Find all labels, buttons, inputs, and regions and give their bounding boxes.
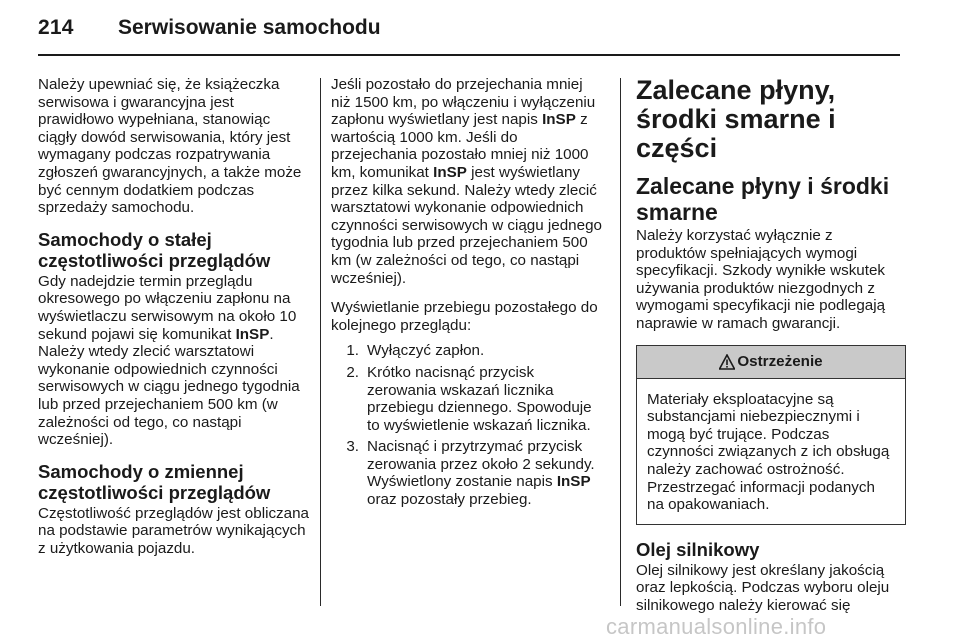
display-instructions-intro: Wyświetlanie przebiegu pozostałego do kolejnego przeglądu: [331,299,598,334]
warning-text: Materiały eksploatacyjne są substancjami niebezpiecznymi i mogą być trujące. Podczas czynności związanych z ich obsługą należy zachować ostrożność. Przestrzegać informacji podanych na opakowaniach. [647,390,890,514]
remaining-distance-paragraph [331,76,606,287]
page-header [38,16,381,46]
column-middle [331,76,606,513]
step-number: 1. [346,342,359,360]
remaining-text-c: jest wyświetlany przez kilka sekund. Należy wtedy zlecić warsztatowi wykonanie odpowiednich czynności serwisowych w ciągu jednego tygodnia lub przed przejechaniem 500 km (w zależności od tego, co nastąpi wcześniej). [331,163,602,287]
intro-paragraph: Należy upewniać się, że książeczka serwisowa i gwarancyjna jest prawidłowo wypełniana, stanowiąc ciągły dowód serwisowania, który jest wymagany podczas rozpatrywania zgłoszeń gwarancyjnych, a także może być cennym dodatkiem podczas sprzedaży samochodu. [38,76,302,217]
header-rule [38,54,900,56]
warning-header [637,346,905,379]
step-text: Wyłączyć zapłon. [367,342,485,360]
page-title: Serwisowanie samochodu [118,16,381,39]
remaining-text-b: z wartością 1000 km. Jeśli do przejechania pozostało mniej niż 1000 km, komunikat [331,111,589,181]
fixed-interval-text-2: . Należy wtedy zlecić warsztatowi wykonanie odpowiednich czynności serwisowych w ciągu jednego tygodnia lub przed przejechaniem 500 km (w zależności od tego, co nastąpi wcześniej). [38,325,300,449]
remaining-text-a: Jeśli pozostało do przejechania mniej niż 1500 km, po włączeniu i wyłączeniu zapłonu wyświetlany jest napis [331,76,596,129]
insp-code: InSP [235,325,270,343]
column-divider-1 [320,78,321,606]
step-text [367,438,606,508]
fluids-paragraph: Należy korzystać wyłącznie z produktów spełniających wymogi specyfikacji. Szkody wynikłe wskutek używania produktów niezgodnych z wymogami specyfikacji nie podlegają naprawie w ramach gwarancji. [636,227,886,332]
insp-code: InSP [433,163,467,181]
fixed-interval-text: Gdy nadejdzie termin przeglądu okresowego po włączeniu zapłonu na wyświetlaczu serwisowym na około 10 sekund pojawi się komunikat [38,272,297,343]
warning-box [636,345,906,525]
column-right [636,76,906,627]
engine-oil-paragraph: Olej silnikowy jest określany jakością oraz lepkością. Podczas wyboru oleju silnikowego należy kierować się [636,561,890,614]
steps-list [331,342,606,508]
step-number: 3. [346,438,359,456]
step-text: Krótko nacisnąć przycisk zerowania wskazań licznika przebiegu dziennego. Spowoduje to wyświetlenie wskazań licznika. [367,363,592,434]
column-left [38,76,310,569]
fixed-interval-heading: Samochody o stałej częstotliwości przeglądów [38,228,271,271]
column-divider-2 [620,78,621,606]
list-item [331,438,606,508]
warning-title: Ostrzeżenie [737,352,823,370]
list-item [331,364,606,434]
engine-oil-heading: Olej silnikowy [636,538,760,560]
list-item [331,342,606,360]
variable-interval-paragraph: Częstotliwość przeglądów jest obliczana na podstawie parametrów wynikających z użytkowania pojazdu. [38,504,309,557]
step-number: 2. [346,363,359,381]
subsection-heading: Zalecane płyny i środki smarne [636,173,890,225]
variable-interval-heading: Samochody o zmiennej częstotliwości przeglądów [38,460,271,503]
step-text-a: Nacisnąć i przytrzymać przycisk zerowania przez około 2 sekundy. Wyświetlony zostanie napis [367,438,595,491]
page-number: 214 [38,16,74,39]
step-text-b: oraz pozostały przebieg. [367,491,532,509]
fixed-interval-paragraph [38,273,310,449]
section-heading: Zalecane płyny, środki smarne i części [636,75,836,163]
insp-code: InSP [556,473,591,491]
warning-triangle-icon [719,354,735,370]
watermark: carmanualsonline.info [606,614,827,639]
insp-code: InSP [542,111,576,129]
